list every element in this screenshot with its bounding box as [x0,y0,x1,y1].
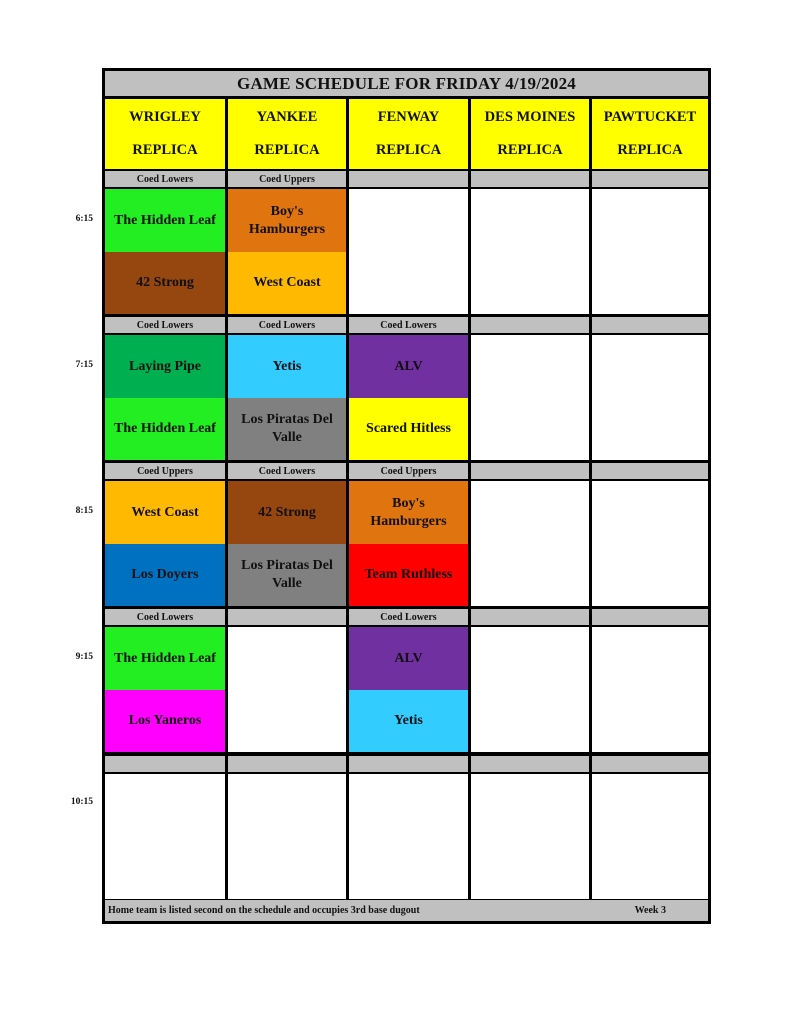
division-label [228,609,346,625]
division-label: Coed Lowers [105,609,225,625]
game-cell [105,774,225,899]
field-name: WRIGLEY [129,109,201,125]
division-label: Coed Lowers [228,463,346,479]
field-subtitle: REPLICA [497,142,563,158]
time-label: 9:15 [75,652,93,662]
division-label: Coed Uppers [105,463,225,479]
field-header-fenway [349,99,468,169]
field-subtitle: REPLICA [375,142,442,158]
team-away: 42 Strong [228,481,346,544]
team-home: Los Piratas Del Valle [228,398,346,460]
field-subtitle: REPLICA [132,142,198,158]
game-cell [592,627,708,752]
division-label [105,756,225,772]
team-home: Los Yaneros [105,690,225,752]
division-label [592,171,708,187]
division-label: Coed Lowers [349,609,468,625]
team-away: Boy's Hamburgers [228,189,346,252]
field-header-yankee [228,99,346,169]
game-cell [592,189,708,314]
game-cell [471,627,589,752]
schedule-title: GAME SCHEDULE FOR FRIDAY 4/19/2024 [105,71,708,96]
game-cell [592,481,708,606]
team-home: Los Piratas Del Valle [228,544,346,606]
game-cell [471,335,589,460]
team-home: Scared Hitless [349,398,468,460]
division-label: Coed Lowers [228,317,346,333]
division-label [349,171,468,187]
team-away: The Hidden Leaf [105,189,225,252]
game-cell [228,774,346,899]
game-cell [471,774,589,899]
team-away: Laying Pipe [105,335,225,398]
field-name: DES MOINES [484,109,576,125]
game-cell [471,481,589,606]
division-label: Coed Uppers [349,463,468,479]
team-away: Yetis [228,335,346,398]
team-away: Boy's Hamburgers [349,481,468,544]
game-cell [592,774,708,899]
field-header-des-moines [471,99,589,169]
division-label [471,756,589,772]
division-label [471,317,589,333]
week-label: Week 3 [634,905,666,916]
team-away: The Hidden Leaf [105,627,225,690]
division-label [471,171,589,187]
division-label [471,463,589,479]
team-away: West Coast [105,481,225,544]
game-cell [349,189,468,314]
time-label: 8:15 [75,506,93,516]
division-label [592,756,708,772]
field-subtitle: REPLICA [254,142,320,158]
time-label: 7:15 [75,360,93,370]
division-label [592,609,708,625]
game-cell [592,335,708,460]
schedule-grid [102,68,711,924]
division-label [349,756,468,772]
team-home: 42 Strong [105,252,225,314]
division-label [592,317,708,333]
game-cell [228,627,346,752]
field-name: FENWAY [377,109,440,125]
team-home: Team Ruthless [349,544,468,606]
field-header-pawtucket [592,99,708,169]
division-label: Coed Uppers [228,171,346,187]
team-home: West Coast [228,252,346,314]
field-name: PAWTUCKET [603,109,697,125]
footer-bar [105,900,708,921]
team-away: ALV [349,627,468,690]
division-label [471,609,589,625]
time-label: 6:15 [75,214,93,224]
division-label: Coed Lowers [349,317,468,333]
time-label: 10:15 [70,797,93,807]
division-label: Coed Lowers [105,317,225,333]
team-home: Los Doyers [105,544,225,606]
team-home: The Hidden Leaf [105,398,225,460]
division-label: Coed Lowers [105,171,225,187]
field-header-wrigley [105,99,225,169]
field-name: YANKEE [256,109,318,125]
division-label [592,463,708,479]
field-subtitle: REPLICA [617,142,683,158]
game-cell [471,189,589,314]
team-away: ALV [349,335,468,398]
division-label [228,756,346,772]
team-home: Yetis [349,690,468,752]
game-cell [349,774,468,899]
footer-note: Home team is listed second on the schedule and occupies 3rd base dugout [108,905,420,916]
